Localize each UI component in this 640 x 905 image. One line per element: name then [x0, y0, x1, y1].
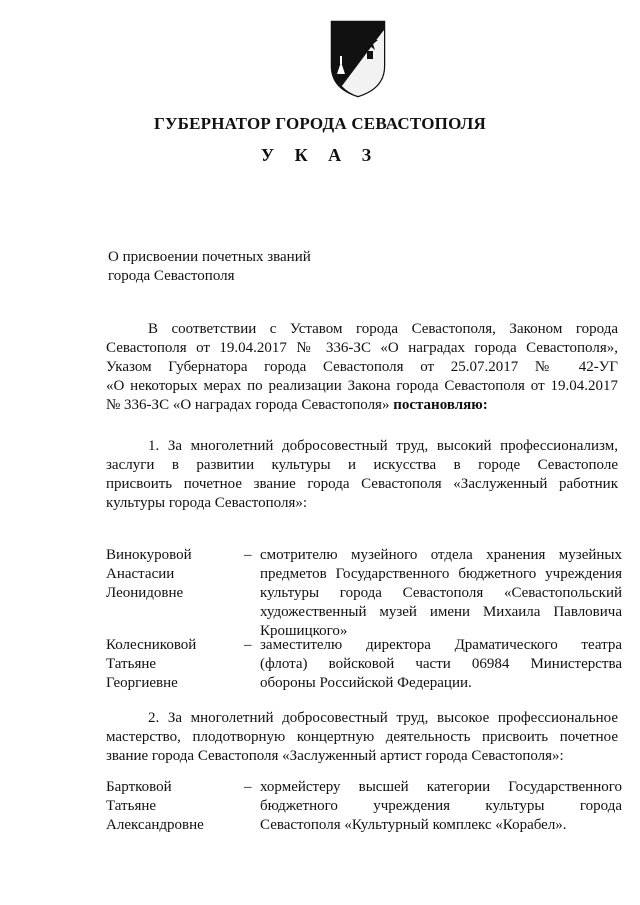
position-line: Севастополя «Культурный комплекс «Корабел». [260, 817, 567, 833]
position-line: предметов Государственного бюджетного учреждения [260, 566, 622, 582]
issuing-authority: ГУБЕРНАТОР ГОРОДА СЕВАСТОПОЛЯ [153, 114, 486, 133]
item-2-paragraph [106, 709, 618, 766]
subject-heading [108, 248, 408, 286]
position-line: художественный музей имени Михаила Павловича [260, 604, 622, 620]
position-line: культуры города Севастополя «Севастопольский [260, 585, 622, 601]
patronymic: Георгиевне [106, 675, 178, 691]
awardee-position [260, 778, 622, 835]
preamble-line: «О некоторых мерах по реализации Закона города Севастополя от 19.04.2017 [106, 378, 618, 394]
item-2-line: 2. За многолетний добросовестный труд, высокое профессиональное [148, 710, 618, 726]
item-1-line: заслуги в развитии культуры и искусства в городе Севастополе [106, 457, 618, 473]
preamble-line: Севастополя от 19.04.2017 № 336-ЗС «О наградах города Севастополя», [106, 340, 618, 356]
preamble-line: В соответствии с Уставом города Севастополя, Законом города [148, 321, 618, 337]
preamble-line-last [106, 396, 618, 415]
position-line: (флота) войсковой части 06984 Министерства [260, 656, 622, 672]
first-name: Татьяне [106, 656, 157, 672]
item-1-line: культуры города Севастополя»: [106, 495, 308, 511]
position-line: хормейстеру высшей категории Государственного [260, 779, 622, 795]
first-name: Татьяне [106, 798, 157, 814]
item-1-paragraph [106, 437, 618, 513]
decree-word: постановляю: [393, 397, 488, 413]
surname: Колесниковой [106, 637, 197, 653]
patronymic: Леонидовне [106, 585, 184, 601]
awardee-name [106, 778, 256, 835]
awardee-name [106, 546, 256, 603]
dash-separator: – [244, 547, 252, 563]
surname: Винокуровой [106, 547, 192, 563]
dash-separator: – [244, 637, 252, 653]
patronymic: Александровне [106, 817, 204, 833]
surname: Бартковой [106, 779, 172, 795]
awardee-position [260, 636, 622, 693]
preamble-paragraph [106, 320, 618, 415]
position-line: заместителю директора Драматического театра [260, 637, 622, 653]
coat-of-arms-icon [328, 18, 388, 98]
position-line: обороны Российской Федерации. [260, 675, 472, 691]
document-type-title: У К А З [260, 145, 380, 165]
item-2-line: звание города Севастополя «Заслуженный артист города Севастополя»: [106, 748, 564, 764]
preamble-line: № 336-ЗС «О наградах города Севастополя» [106, 397, 390, 413]
item-2-line: мастерство, плодотворную концертную деятельность присвоить почетное [106, 729, 618, 745]
position-line: Крошицкого» [260, 623, 348, 639]
item-1-line: присвоить почетное звание города Севастополя «Заслуженный работник [106, 476, 618, 492]
subject-line: города Севастополя [108, 268, 235, 284]
awardee-position [260, 546, 622, 641]
position-line: смотрителю музейного отдела хранения музейных [260, 547, 622, 563]
item-1-line: 1. За многолетний добросовестный труд, высокий профессионализм, [148, 438, 618, 454]
subject-line: О присвоении почетных званий [108, 249, 311, 265]
awardee-name [106, 636, 256, 693]
first-name: Анастасии [106, 566, 175, 582]
position-line: бюджетного учреждения культуры города [260, 798, 622, 814]
preamble-line: Указом Губернатора города Севастополя от 25.07.2017 № 42-УГ [106, 359, 618, 375]
dash-separator: – [244, 779, 252, 795]
